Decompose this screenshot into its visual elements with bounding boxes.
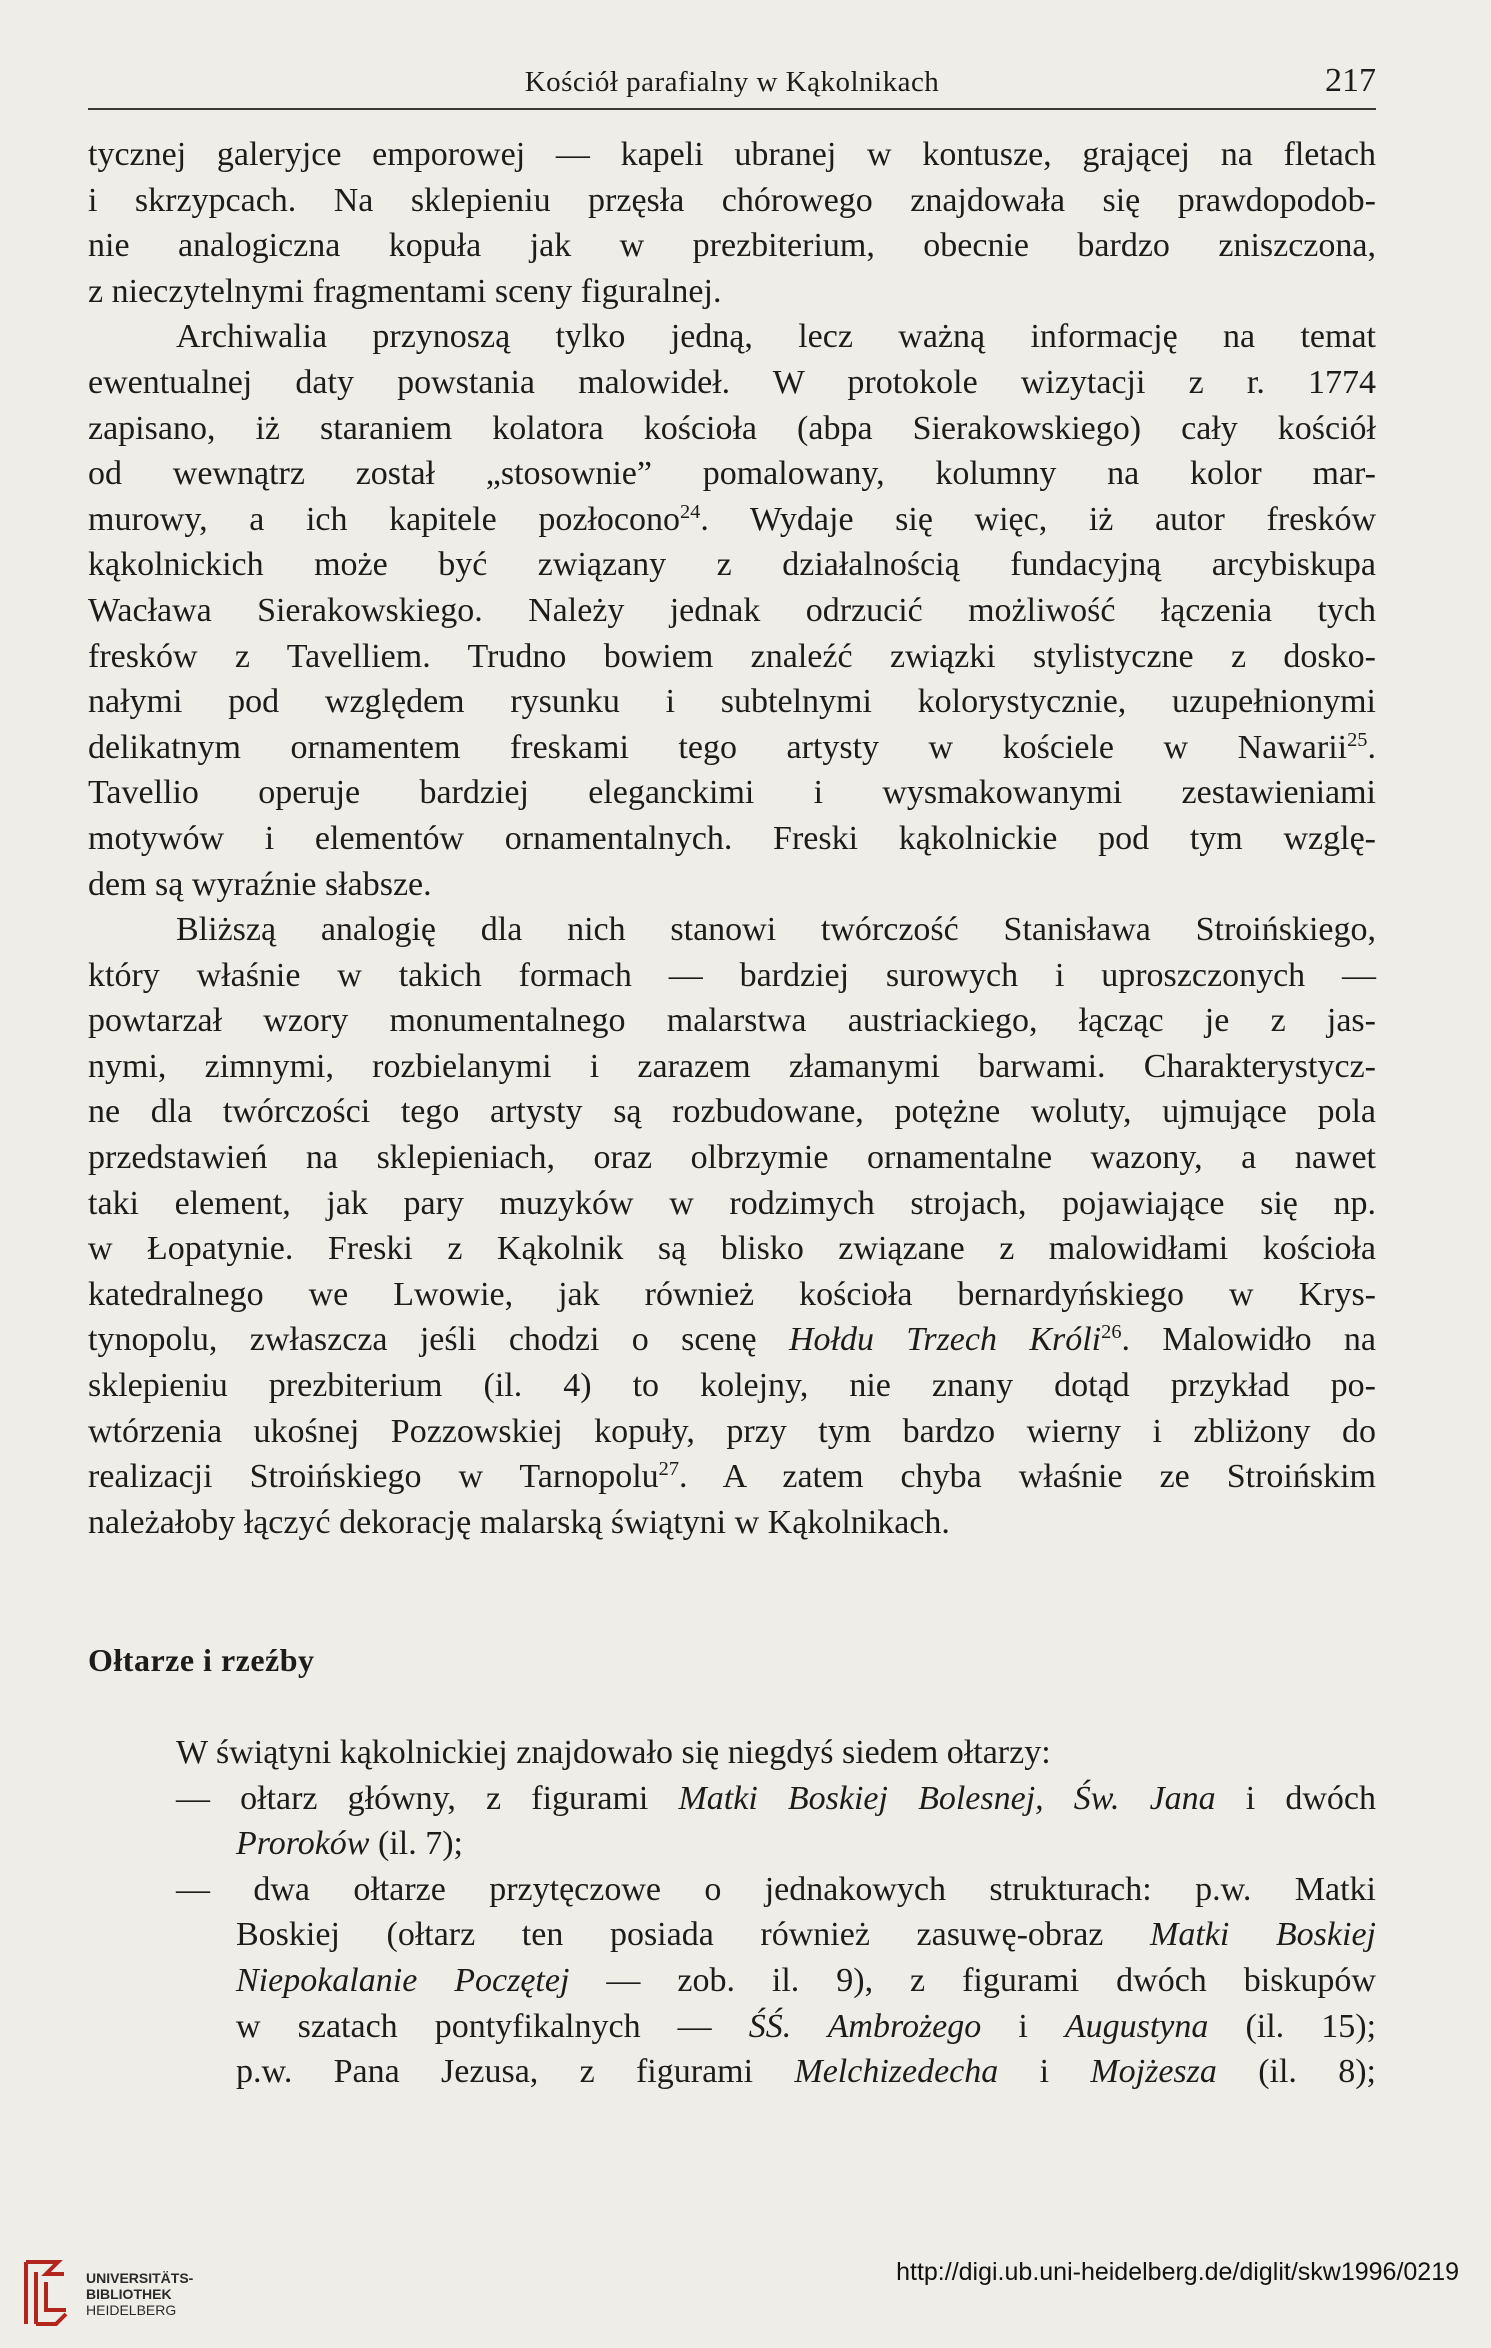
section-heading: Ołtarze i rzeźby (88, 1642, 315, 1679)
text-line: który właśnie w takich formach — bardziej surowych i uproszczonych — (88, 956, 1376, 994)
body-text (88, 132, 1376, 2095)
text-line: p.w. Pana Jezusa, z figurami Melchizedecha i Mojżesza (il. 8); (236, 2053, 1377, 2091)
text-line: kąkolnickich może być związany z działalnością fundacyjną arcybiskupa (88, 546, 1376, 584)
paragraph (88, 132, 1376, 314)
footnote-ref: 27 (658, 1457, 680, 1480)
library-emblem-icon (12, 2252, 76, 2332)
footnote-ref: 25 (1347, 728, 1368, 751)
text-line: sklepieniu prezbiterium (il. 4) to kolejny, nie znany dotąd przykład po- (88, 1367, 1376, 1405)
text-line: tynopolu, zwłaszcza jeśli chodzi o scenę Hołdu Trzech Króli$^{26}$. Malowidło na (88, 1321, 1376, 1359)
paragraph (88, 907, 1376, 1545)
text-line: tycznej galeryjce emporowej — kapeli ubranej w kontusze, grającej na fletach (88, 136, 1376, 173)
text-line: Wacława Sierakowskiego. Należy jednak odrzucić możliwość łączenia tych (88, 591, 1376, 629)
list-item (88, 1776, 1376, 1867)
text-line: nymi, zimnymi, rozbielanymi i zarazem złamanymi barwami. Charakterystycz- (88, 1047, 1376, 1085)
text-line: należałoby łączyć dekorację malarską świątyni w Kąkolnikach. (88, 1503, 950, 1541)
text-line: Niepokalanie Poczętej — zob. il. 9), z figurami dwóch biskupów (236, 1961, 1376, 1999)
text-line: — dwa ołtarze przytęczowe o jednakowych strukturach: p.w. Matki (176, 1870, 1376, 1908)
text-line: od wewnątrz został „stosownie” pomalowany, kolumny na kolor mar- (88, 455, 1376, 493)
text-line: Bliższą analogię dla nich stanowi twórczość Stanisława Stroińskiego, (176, 911, 1376, 949)
text-line: Archiwalia przynoszą tylko jedną, lecz ważną informację na temat (176, 318, 1376, 356)
library-name: UNIVERSITÄTS- BIBLIOTHEK HEIDELBERG (86, 2270, 194, 2318)
text-line: murowy, a ich kapitele pozłocono$^{24}$. Wydaje się więc, iż autor fresków (88, 500, 1377, 538)
text-line: katedralnego we Lwowie, jak również kościoła bernardyńskiego w Krys- (88, 1275, 1376, 1313)
text-line: realizacji Stroińskiego w Tarnopolu$^{27}$. A zatem chyba właśnie ze Stroińskim (88, 1457, 1376, 1496)
source-url-link[interactable]: http://digi.ub.uni-heidelberg.de/diglit/skw1996/0219 (896, 2258, 1459, 2286)
text-line: i skrzypcach. Na sklepieniu przęsła chórowego znajdowała się prawdopodob- (88, 181, 1376, 219)
paragraph (88, 314, 1376, 907)
text-line: dem są wyraźnie słabsze. (88, 865, 432, 903)
page-number: 217 (1325, 62, 1376, 99)
text-line: taki element, jak pary muzyków w rodzimych strojach, pojawiające się np. (88, 1184, 1376, 1222)
running-head (88, 62, 1376, 110)
text-line: fresków z Tavelliem. Trudno bowiem znaleźć związki stylistyczne z dosko- (88, 637, 1376, 675)
text-line: z nieczytelnymi fragmentami sceny figuralnej. (88, 272, 722, 310)
text-line: Boskiej (ołtarz ten posiada również zasuwę-obraz Matki Boskiej (236, 1916, 1376, 1954)
text-line: — ołtarz główny, z figurami Matki Boskiej Bolesnej, Św. Jana i dwóch (176, 1779, 1377, 1817)
italic-title: Hołdu Trzech Króli (788, 1321, 1102, 1359)
text-line: w szatach pontyfikalnych — ŚŚ. Ambrożego i Augustyna (il. 15); (236, 2007, 1377, 2045)
text-line: motywów i elementów ornamentalnych. Freski kąkolnickie pod tym wzglę- (88, 819, 1376, 857)
library-logo[interactable] (12, 2252, 272, 2332)
running-title: Kościół parafialny w Kąkolnikach (524, 66, 940, 98)
text-line: ewentualnej daty powstania malowideł. W protokole wizytacji z r. 1774 (88, 363, 1376, 401)
text-line: nie analogiczna kopuła jak w prezbiterium, obecnie bardzo zniszczona, (88, 227, 1376, 265)
list-item (88, 1867, 1376, 2095)
text-line: ne dla twórczości tego artysty są rozbudowane, potężne woluty, ujmujące pola (88, 1093, 1376, 1131)
text-line: zapisano, iż staraniem kolatora kościoła (abpa Sierakowskiego) cały kościół (88, 409, 1376, 447)
text-line: Proroków (il. 7); (236, 1825, 463, 1863)
section-intro: W świątyni kąkolnickiej znajdowało się niegdyś siedem ołtarzy: (176, 1734, 1051, 1771)
footnote-ref: 24 (679, 500, 701, 523)
text-line: delikatnym ornamentem freskami tego artysty w kościele w Nawarii$^{25}$. (88, 728, 1376, 766)
footnote-ref: 26 (1101, 1321, 1122, 1344)
text-line: w Łopatynie. Freski z Kąkolnik są blisko związane z malowidłami kościoła (88, 1230, 1376, 1268)
text-line: wtórzenia ukośnej Pozzowskiej kopuły, przy tym bardzo wierny i zbliżony do (88, 1412, 1376, 1450)
text-line: przedstawień na sklepieniach, oraz olbrzymie ornamentalne wazony, a nawet (88, 1139, 1376, 1177)
text-line: Tavellio operuje bardziej eleganckimi i wysmakowanymi zestawieniami (88, 774, 1376, 812)
text-line: nałymi pod względem rysunku i subtelnymi kolorystycznie, uzupełnionymi (88, 683, 1376, 721)
text-line: powtarzał wzory monumentalnego malarstwa austriackiego, łącząc je z jas- (88, 1002, 1376, 1040)
